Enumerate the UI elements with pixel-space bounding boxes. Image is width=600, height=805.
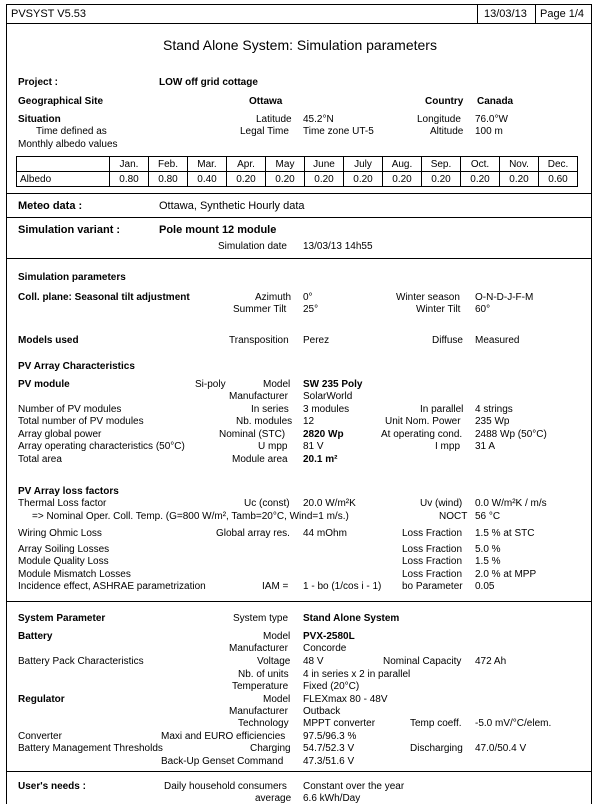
in-parallel-label: In parallel (420, 404, 464, 415)
nb-modules-value: 12 (303, 416, 315, 427)
divider (6, 258, 592, 259)
loss-fraction-label: Loss Fraction (402, 544, 463, 555)
in-series-label: In series (251, 404, 289, 415)
loss-fraction-label: Loss Fraction (402, 528, 463, 539)
noct-note: => Nominal Oper. Coll. Temp. (G=800 W/m², Tamb=20°C, Wind=1 m/s.) (32, 511, 349, 522)
albedo-cell: 0.20 (383, 172, 422, 187)
battery-temp-value: Fixed (20°C) (303, 681, 360, 692)
meteo-label: Meteo data : (18, 200, 83, 212)
pv-module-tech: Si-poly (195, 379, 226, 390)
legal-time-label: Legal Time (240, 126, 289, 137)
battery-heading: Battery (18, 631, 53, 642)
albedo-cell: 0.60 (539, 172, 578, 187)
winter-season-value: O-N-D-J-F-M (475, 292, 534, 303)
albedo-caption: Monthly albedo values (18, 139, 118, 150)
battery-model-value: PVX-2580L (303, 631, 355, 642)
wiring-loss-label: Wiring Ohmic Loss (18, 528, 102, 539)
uc-label: Uc (const) (244, 498, 290, 509)
regulator-model-value: FLEXmax 80 - 48V (303, 694, 388, 705)
latitude-label: Latitude (256, 114, 292, 125)
temp-coeff-label: Temp coeff. (410, 718, 462, 729)
site-label: Geographical Site (18, 96, 104, 107)
global-power-label: Array global power (18, 429, 102, 440)
albedo-cell: 0.40 (188, 172, 227, 187)
regulator-tech-value: MPPT converter (303, 718, 376, 729)
num-modules-label: Number of PV modules (18, 404, 122, 415)
at-operating-label: At operating cond. (381, 429, 463, 440)
pv-manufacturer-label: Manufacturer (229, 391, 288, 402)
time-zone-value: Time zone UT-5 (303, 126, 374, 137)
iam-eq-label: IAM = (262, 581, 289, 592)
charging-value: 54.7/52.3 V (303, 743, 355, 754)
albedo-cell: 0.20 (344, 172, 383, 187)
regulator-model-label: Model (263, 694, 291, 705)
nominal-stc-value: 2820 Wp (303, 429, 344, 440)
month-cell: Sep. (422, 157, 461, 172)
albedo-table (16, 156, 578, 187)
month-cell: Jan. (110, 157, 149, 172)
pv-module-label: PV module (18, 379, 70, 390)
coll-plane-label: Coll. plane: Seasonal tilt adjustment (18, 292, 190, 303)
battery-voltage-label: Voltage (257, 656, 291, 667)
azimuth-value: 0° (303, 292, 313, 303)
uv-label: Uv (wind) (420, 498, 463, 509)
nominal-stc-label: Nominal (STC) (219, 429, 286, 440)
winter-tilt-value: 60° (475, 304, 491, 315)
divider (6, 217, 592, 218)
converter-label: Converter (18, 731, 62, 742)
pv-manufacturer-value: SolarWorld (303, 391, 353, 402)
sim-params-heading: Simulation parameters (18, 272, 126, 283)
noct-label: NOCT (439, 511, 468, 522)
divider (6, 601, 592, 602)
umpp-label: U mpp (258, 441, 288, 452)
regulator-tech-label: Technology (238, 718, 289, 729)
country-value: Canada (477, 96, 514, 107)
battery-capacity-value: 472 Ah (475, 656, 507, 667)
in-series-value: 3 modules (303, 404, 350, 415)
pv-array-heading: PV Array Characteristics (18, 361, 135, 372)
month-cell: May (266, 157, 305, 172)
average-value: 6.6 kWh/Day (303, 793, 361, 804)
page-header (6, 4, 592, 24)
altitude-label: Altitude (430, 126, 464, 137)
global-res-label: Global array res. (216, 528, 290, 539)
umpp-value: 81 V (303, 441, 324, 452)
bmt-label: Battery Management Thresholds (18, 743, 163, 754)
unit-power-label: Unit Nom. Power (385, 416, 461, 427)
month-cell: Aug. (383, 157, 422, 172)
temp-coeff-value: -5.0 mV/°C/elem. (475, 718, 552, 729)
charging-label: Charging (250, 743, 291, 754)
pv-model-value: SW 235 Poly (303, 379, 363, 390)
soiling-loss-label: Array Soiling Losses (18, 544, 110, 555)
quality-loss-fraction: 1.5 % (475, 556, 501, 567)
regulator-manufacturer-label: Manufacturer (229, 706, 288, 717)
albedo-cell: 0.20 (266, 172, 305, 187)
at-operating-value: 2488 Wp (50°C) (475, 429, 547, 440)
bo-value: 0.05 (475, 581, 495, 592)
summer-tilt-label: Summer Tilt (233, 304, 287, 315)
genset-label: Back-Up Genset Command (161, 756, 284, 767)
month-cell: Dec. (539, 157, 578, 172)
sim-date-value: 13/03/13 14h55 (303, 241, 373, 252)
iam-equation: 1 - bo (1/cos i - 1) (303, 581, 382, 592)
country-label: Country (425, 96, 464, 107)
in-parallel-value: 4 strings (475, 404, 513, 415)
noct-value: 56 °C (475, 511, 501, 522)
regulator-heading: Regulator (18, 694, 65, 705)
battery-capacity-label: Nominal Capacity (383, 656, 462, 667)
meteo-value: Ottawa, Synthetic Hourly data (159, 200, 305, 212)
winter-season-label: Winter season (396, 292, 460, 303)
discharging-label: Discharging (410, 743, 463, 754)
transposition-value: Perez (303, 335, 330, 346)
albedo-value-row (17, 172, 578, 187)
loss-heading: PV Array loss factors (18, 486, 119, 497)
divider (6, 771, 592, 772)
battery-temp-label: Temperature (232, 681, 289, 692)
iam-label: Incidence effect, ASHRAE parametrization (18, 581, 206, 592)
battery-manufacturer-label: Manufacturer (229, 643, 288, 654)
module-area-value: 20.1 m² (303, 454, 338, 465)
genset-value: 47.3/51.6 V (303, 756, 355, 767)
uc-value: 20.0 W/m²K (303, 498, 356, 509)
daily-consumers-label: Daily household consumers (164, 781, 287, 792)
system-type-label: System type (233, 613, 289, 624)
app-version: PVSYST V5.53 (11, 8, 87, 20)
project-name: LOW off grid cottage (159, 77, 258, 88)
bo-label: bo Parameter (402, 581, 463, 592)
latitude-value: 45.2°N (303, 114, 334, 125)
loss-fraction-label: Loss Fraction (402, 556, 463, 567)
albedo-cell: 0.20 (500, 172, 539, 187)
month-cell: Feb. (149, 157, 188, 172)
diffuse-value: Measured (475, 335, 520, 346)
nb-modules-label: Nb. modules (236, 416, 293, 427)
sim-date-label: Simulation date (218, 241, 287, 252)
albedo-cell: 0.20 (422, 172, 461, 187)
uv-value: 0.0 W/m²K / m/s (475, 498, 547, 509)
altitude-value: 100 m (475, 126, 503, 137)
albedo-cell: 0.80 (149, 172, 188, 187)
discharging-value: 47.0/50.4 V (475, 743, 527, 754)
variant-label: Simulation variant : (18, 224, 121, 236)
albedo-cell: 0.20 (227, 172, 266, 187)
albedo-cell: 0.80 (110, 172, 149, 187)
albedo-row-label: Albedo (17, 172, 110, 187)
efficiencies-label: Maxi and EURO efficiencies (161, 731, 286, 742)
report-date: 13/03/13 (477, 5, 542, 23)
azimuth-label: Azimuth (255, 292, 292, 303)
mismatch-loss-fraction: 2.0 % at MPP (475, 569, 537, 580)
month-cell: Mar. (188, 157, 227, 172)
quality-loss-label: Module Quality Loss (18, 556, 109, 567)
situation-label: Situation (18, 114, 61, 125)
battery-pack-label: Battery Pack Characteristics (18, 656, 144, 667)
page-number: Page 1/4 (535, 5, 594, 23)
module-area-label: Module area (232, 454, 288, 465)
battery-units-value: 4 in series x 2 in parallel (303, 669, 411, 680)
impp-label: I mpp (435, 441, 461, 452)
albedo-cell: 0.20 (461, 172, 500, 187)
wiring-loss-fraction: 1.5 % at STC (475, 528, 535, 539)
month-cell: June (305, 157, 344, 172)
operating-chars-label: Array operating characteristics (50°C) (18, 441, 185, 452)
variant-value: Pole mount 12 module (159, 224, 277, 236)
soiling-loss-fraction: 5.0 % (475, 544, 501, 555)
transposition-label: Transposition (229, 335, 289, 346)
albedo-cell: 0.20 (305, 172, 344, 187)
models-label: Models used (18, 335, 79, 346)
month-cell: Oct. (461, 157, 500, 172)
loss-fraction-label: Loss Fraction (402, 569, 463, 580)
daily-consumers-value: Constant over the year (303, 781, 405, 792)
system-type-value: Stand Alone System (303, 613, 400, 624)
battery-units-label: Nb. of units (238, 669, 289, 680)
month-cell: July (344, 157, 383, 172)
longitude-label: Longitude (417, 114, 461, 125)
unit-power-value: 235 Wp (475, 416, 510, 427)
average-label: average (255, 793, 292, 804)
time-label: Time defined as (36, 126, 107, 137)
system-heading: System Parameter (18, 613, 106, 624)
month-cell: Apr. (227, 157, 266, 172)
total-modules-label: Total number of PV modules (18, 416, 144, 427)
diffuse-label: Diffuse (432, 335, 463, 346)
summer-tilt-value: 25° (303, 304, 319, 315)
divider (6, 193, 592, 194)
battery-manufacturer-value: Concorde (303, 643, 347, 654)
needs-label: User's needs : (18, 781, 86, 792)
total-area-label: Total area (18, 454, 62, 465)
longitude-value: 76.0°W (475, 114, 508, 125)
albedo-header-row (17, 157, 578, 172)
regulator-manufacturer-value: Outback (303, 706, 341, 717)
month-cell: Nov. (500, 157, 539, 172)
mismatch-loss-label: Module Mismatch Losses (18, 569, 131, 580)
site-value: Ottawa (249, 96, 283, 107)
efficiencies-value: 97.5/96.3 % (303, 731, 357, 742)
battery-voltage-value: 48 V (303, 656, 324, 667)
battery-model-label: Model (263, 631, 291, 642)
page-title: Stand Alone System: Simulation parameters (163, 37, 437, 53)
impp-value: 31 A (475, 441, 496, 452)
thermal-loss-label: Thermal Loss factor (18, 498, 107, 509)
project-label: Project : (18, 77, 59, 88)
winter-tilt-label: Winter Tilt (416, 304, 461, 315)
pv-model-label: Model (263, 379, 291, 390)
global-res-value: 44 mOhm (303, 528, 347, 539)
